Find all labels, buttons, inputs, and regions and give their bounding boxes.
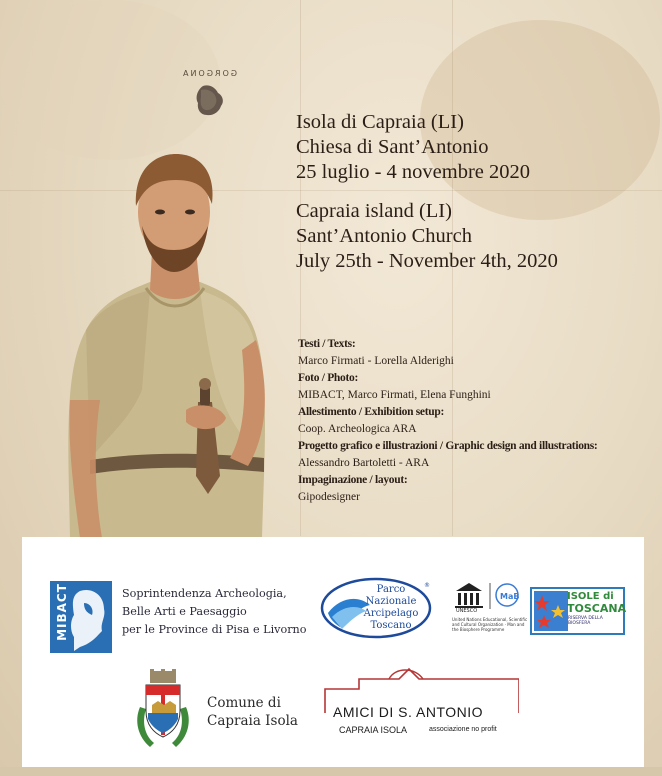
- credits-block: [298, 336, 597, 506]
- credit-label: Foto / Photo:: [298, 372, 358, 384]
- credit-value: Marco Firmati - Lorella Alderighi: [298, 355, 454, 367]
- credit-value: Coop. Archeologica ARA: [298, 423, 417, 435]
- stars-icon: [534, 591, 568, 631]
- paper-stain: [0, 0, 220, 160]
- sponsor-logos-panel: [22, 537, 644, 767]
- credit-value: MIBACT, Marco Firmati, Elena Funghini: [298, 389, 491, 401]
- title-en-dates: July 25th - November 4th, 2020: [296, 250, 558, 272]
- amici-tagline: associazione no profit: [429, 726, 497, 733]
- comune-line: Comune di: [207, 695, 281, 711]
- parco-name: [352, 584, 430, 632]
- credit-value: Gipodesigner: [298, 491, 360, 503]
- title-it-dates: 25 luglio - 4 novembre 2020: [296, 161, 531, 183]
- bottom-strip: [0, 767, 662, 776]
- title-it-church: Chiesa di Sant’Antonio: [296, 136, 489, 158]
- comune-line: Capraia Isola: [207, 713, 298, 729]
- mibact-logo: [50, 581, 112, 653]
- title-en-church: Sant’Antonio Church: [296, 225, 472, 247]
- sopr-line-3: per le Province di Pisa e Livorno: [122, 623, 307, 636]
- isole-subtitle: RISERVA DELLA BIOSFERA: [568, 616, 603, 626]
- map-label: GORGONA: [181, 69, 238, 78]
- sopr-line-1: Soprintendenza Archeologia,: [122, 587, 287, 600]
- credit-label: Impaginazione / layout:: [298, 474, 408, 486]
- credit-value: Alessandro Bartoletti - ARA: [298, 457, 430, 469]
- isole-title-line: TOSCANA: [567, 602, 627, 615]
- parco-line: Toscano: [370, 620, 412, 631]
- sopr-line-2: Belle Arti e Paesaggio: [122, 605, 247, 618]
- parco-line: Arcipelago: [363, 608, 419, 619]
- parco-line: Nazionale: [365, 596, 417, 607]
- amici-title: AMICI DI S. ANTONIO: [333, 704, 484, 720]
- amici-subtitle: CAPRAIA ISOLA: [339, 725, 408, 735]
- isole-title: [567, 592, 626, 614]
- isole-di-toscana-logo: [530, 587, 625, 635]
- island-map-icon: [185, 82, 235, 122]
- unesco-caption: United Nations Educational, Scientific and Cultural Organization · Man and the Biosphere Programme: [452, 617, 528, 632]
- isole-title-line: ISOLE di: [567, 591, 614, 602]
- unesco-wordmark: UNESCO: [456, 608, 478, 614]
- comune-name: [207, 694, 298, 730]
- credit-label: Progetto grafico e illustrazioni / Graphic design and illustrations:: [298, 440, 598, 452]
- soprintendenza-text: [122, 585, 307, 639]
- parco-line: Parco: [376, 584, 406, 595]
- title-en-place: Capraia island (LI): [296, 200, 452, 222]
- mibact-wordmark: MIBACT: [54, 583, 69, 641]
- capraia-coat-of-arms-icon: [132, 667, 194, 751]
- mab-wordmark: MaB: [500, 592, 520, 601]
- exhibition-titles: [296, 110, 558, 274]
- svg-text:®: ®: [424, 582, 430, 589]
- credit-label: Testi / Texts:: [298, 338, 356, 350]
- bust-icon: [50, 581, 112, 653]
- title-it-place: Isola di Capraia (LI): [296, 111, 464, 133]
- credit-label: Allestimento / Exhibition setup:: [298, 406, 444, 418]
- roman-figure-illustration: [50, 140, 280, 540]
